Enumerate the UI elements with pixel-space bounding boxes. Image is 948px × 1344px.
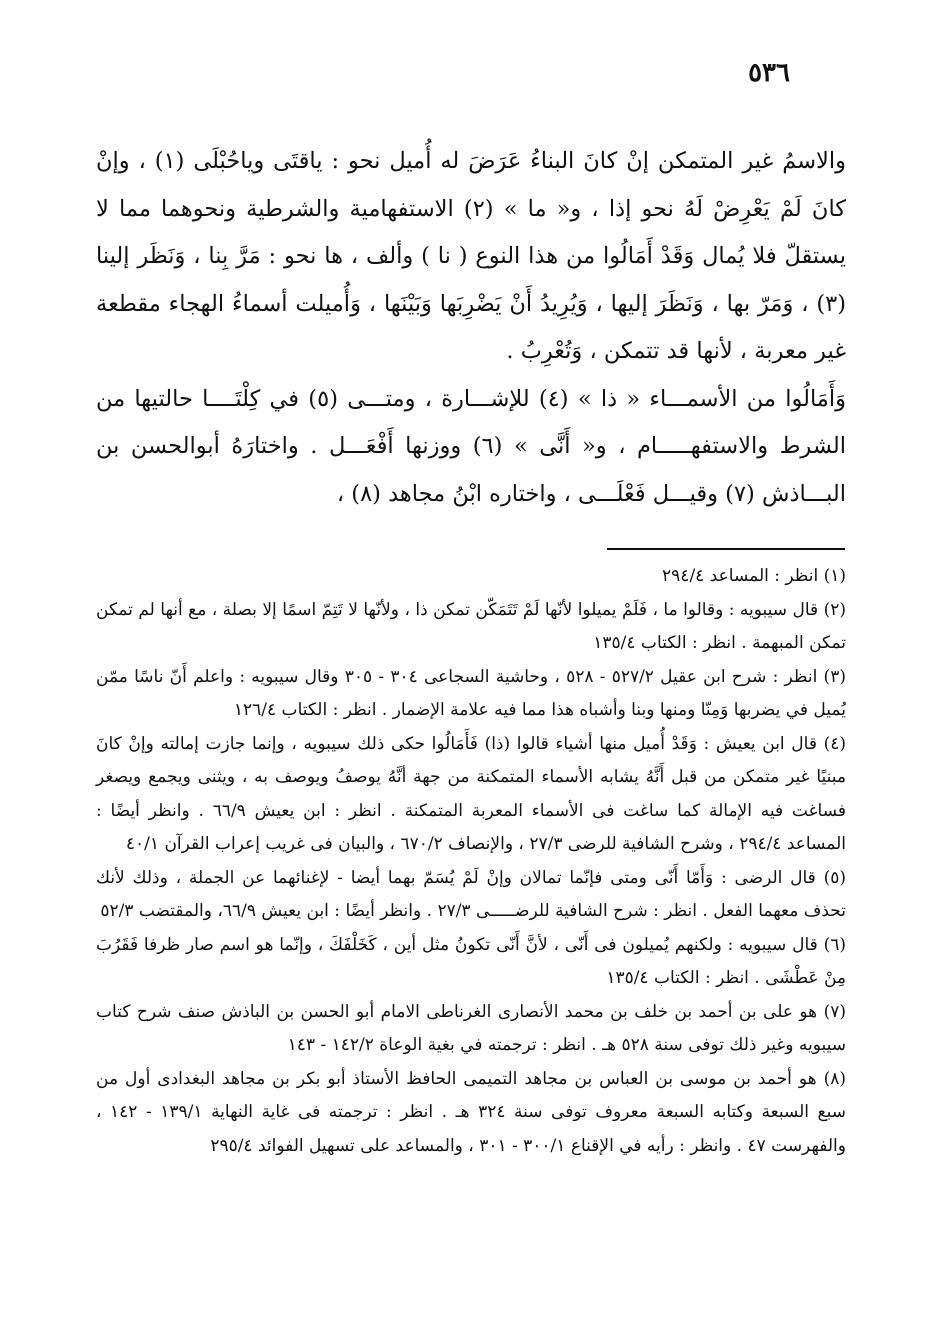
footnote-3: (٣) انظر : شرح ابن عقيل ٥٢٧/٢ - ٥٢٨ ، وحاشية السجاعى ٣٠٤ - ٣٠٥ وقال سيبويه : واعلم أَنّ ناسًا ممّن يُميل في يضربها وَمِنّا ومنها وبنا وأشباه هذا مما فيه علامة الإضمار . انظر : الكتاب ١٢٦/٤ [96, 666, 846, 720]
footnote-7: (٧) هو على بن أحمد بن خلف بن محمد الأنصارى الغرناطى الامام أبو الحسن بن الباذش صنف شرح كتاب سيبويه وغير ذلك توفى سنة ٥٢٨ هـ . انظر : ترجمته في بغية الوعاة ١٤٢/٢ - ١٤٣ [96, 1001, 846, 1055]
footnote-8: (٨) هو أحمد بن موسى بن العباس بن مجاهد التميمى الحافظ الأستاذ أبو بكر بن مجاهد البغدادى أول من سبع السبعة وكتابه السبعة معروف توفى سنة ٣٢٤ هـ . انظر : ترجمته فى غاية النهاية ١٣٩/١ - ١٤٢ ، والفهرست ٤٧ . وانظر : رأيه في الإقناع ٣٠٠/١ - ٣٠١ ، والمساعد على تسهيل الفوائد ٢٩٥/٤ [96, 1068, 846, 1156]
footnote-1: (١) انظر : المساعد ٢٩٤/٤ [662, 566, 846, 586]
body-paragraph-2: وَأَمَالُوا من الأسمـــاء « ذا » (٤) للإشـــارة ، ومتـــى (٥) في كِلْتَــــا حالتيها من الشرط والاستفهـــــام ، و« أَنَّى » (٦) ووزنها أَفْعَـــل . واختارَهُ أبوالحسن بن البـــاذش (٧) وقيـــل فَعْلَـــى ، واختاره ابْنُ مجاهد (٨) ، [96, 385, 846, 507]
main-text [96, 138, 846, 518]
body-paragraph-1: والاسمُ غير المتمكن إنْ كانَ البناءُ عَرَضَ له أُميل نحو : ياقتَى وياحُبْلَى (١) ، وإنْ كانَ لَمْ يَعْرِضْ لَهُ نحو إذا ، و« ما » (٢) الاستفهامية والشرطية ونحوهما مما لا يستقلّ فلا يُمال وَقَدْ أَمَالُوا من هذا النوع ( نا ) وألف ، ها نحو : مَرَّ بِنا ، وَنَظَر إلينا (٣) ، وَمَرّ بها ، وَنَظَرَ إليها ، وَيُرِيدُ أَنْ يَضْرِبَها وَبَيْنَها ، وَأُميلت أسماءُ الهجاء مقطعة غير معربة ، لأنها قد تتمكن ، وَتُعْرِبُ . [96, 148, 847, 364]
footnotes [96, 560, 846, 1163]
footnote-6: (٦) قال سيبويه : ولكنهم يُميلون فى أَنّى ، لأنَّ أَنّى تكونُ مثل أين ، كَخَلْفَكَ ، وإنّما هو اسم صار ظرفا فَقَرُبَ مِنْ عَطْشَى . انظر : الكتاب ١٣٥/٤ [96, 934, 846, 988]
footnote-5: (٥) قال الرضى : وَأَمّا أَنّى ومتى فإنّما تمالان وإنْ لَمْ يُسَمّ بهما أيضا - لإغنائهما عن الجملة ، وذلك لأنك تحذف معهما الفعل . انظر : شرح الشافية للرضـــــى ٢٧/٣ . وانظر أيضًا : ابن يعيش ٦٦/٩، والمقتضب ٥٢/٣ [96, 867, 846, 921]
footnote-4: (٤) قال ابن يعيش : وَقَدْ أُميل منها أشياء قالوا (ذا) فَأَمَالُوا حكى ذلك سيبويه ، وإنما جازت إمالته وإنْ كانَ مبنيًا غير متمكن من قبل أَنَّهُ يشابه الأسماء المتمكنة من جهة أنَّهُ يوصفُ ويوصف به ، ويثنى ويجمع ويصغر فساغت فيه الإمالة كما ساغت فى الأسماء المعربة المتمكنة . انظر : ابن يعيش ٦٦/٩ . وانظر أيضًا : المساعد ٢٩٤/٤ ، وشرح الشافية للرضى ٢٧/٣ ، والإنصاف ٦٧٠/٢ ، والبيان فى غريب إعراب القرآن ٤٠/١ [96, 733, 846, 854]
footnote-2: (٢) قال سيبويه : وقالوا ما ، فَلَمْ يميلوا لأنّها لَمْ تَتَمَكّن تمكن ذا ، ولأنّها لا تَتِمّ اسمًا إلا بصلة ، مع أنها لم تمكن تمكن المبهمة . انظر : الكتاب ١٣٥/٤ [96, 599, 846, 653]
page-number: ٥٣٦ [748, 58, 790, 88]
footnote-separator [607, 548, 845, 550]
